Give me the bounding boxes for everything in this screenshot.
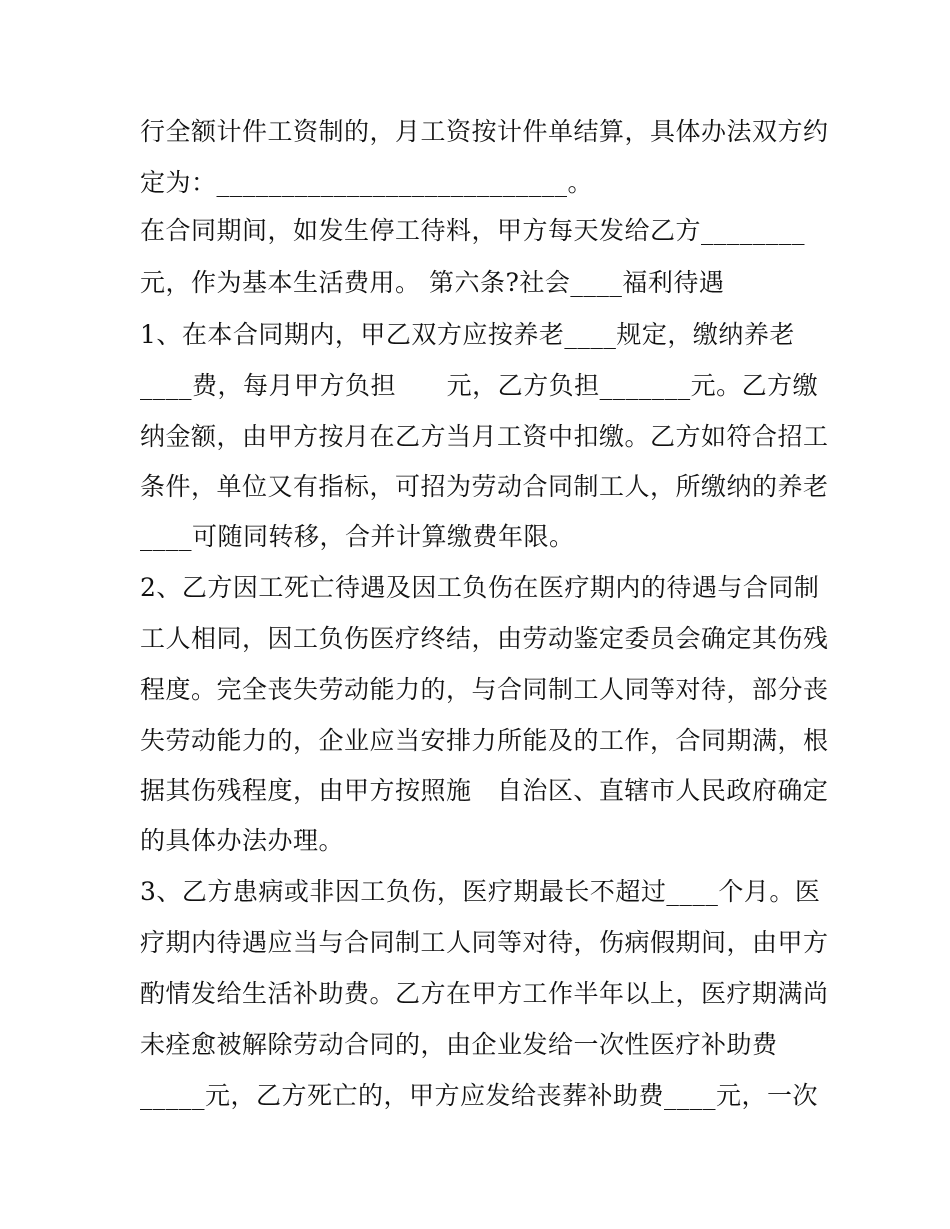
text-line: 3、乙方患病或非因工负伤，医疗期最长不超过____个月。医	[140, 877, 821, 906]
text-line: ____可随同转移，合并计算缴费年限。	[140, 522, 575, 551]
text-line: 工人相同，因工负伤医疗终结，由劳动鉴定委员会确定其伤残	[140, 624, 829, 653]
text-line: 在合同期间，如发生停工待料，甲方每天发给乙方________	[140, 216, 806, 245]
text-line: 行全额计件工资制的，月工资按计件单结算，具体办法双方约	[140, 117, 829, 146]
text-line: 纳金额，由甲方按月在乙方当月工资中扣缴。乙方如符合招工	[140, 422, 829, 451]
text-line: 疗期内待遇应当与合同制工人同等对待，伤病假期间，由甲方	[140, 928, 829, 957]
text-line: 的具体办法办理。	[140, 826, 345, 855]
text-line: 程度。完全丧失劳动能力的，与合同制工人同等对待，部分丧	[140, 675, 829, 704]
text-line: _____元，乙方死亡的，甲方应发给丧葬补助费____元，一次	[140, 1081, 819, 1110]
text-line: 元，作为基本生活费用。 第六条?社会____福利待遇	[140, 268, 725, 297]
text-line: 据其伤残程度，由甲方按照施 自治区、直辖市人民政府确定	[140, 776, 829, 805]
text-line: ____费，每月甲方负担 元，乙方负担_______元。乙方缴	[140, 371, 819, 400]
text-line: 酌情发给生活补助费。乙方在甲方工作半年以上，医疗期满尚	[140, 979, 829, 1008]
text-line: 条件，单位又有指标，可招为劳动合同制工人，所缴纳的养老	[140, 472, 829, 501]
text-line: 失劳动能力的，企业应当安排力所能及的工作，合同期满，根	[140, 726, 829, 755]
text-line: 2、乙方因工死亡待遇及因工负伤在医疗期内的待遇与合同制	[140, 573, 820, 602]
text-line: 定为：___________________________。	[140, 168, 594, 197]
text-line: 1、在本合同期内，甲乙双方应按养老____规定，缴纳养老	[140, 320, 795, 349]
text-line: 未痊愈被解除劳动合同的，由企业发给一次性医疗补助费	[140, 1030, 778, 1059]
